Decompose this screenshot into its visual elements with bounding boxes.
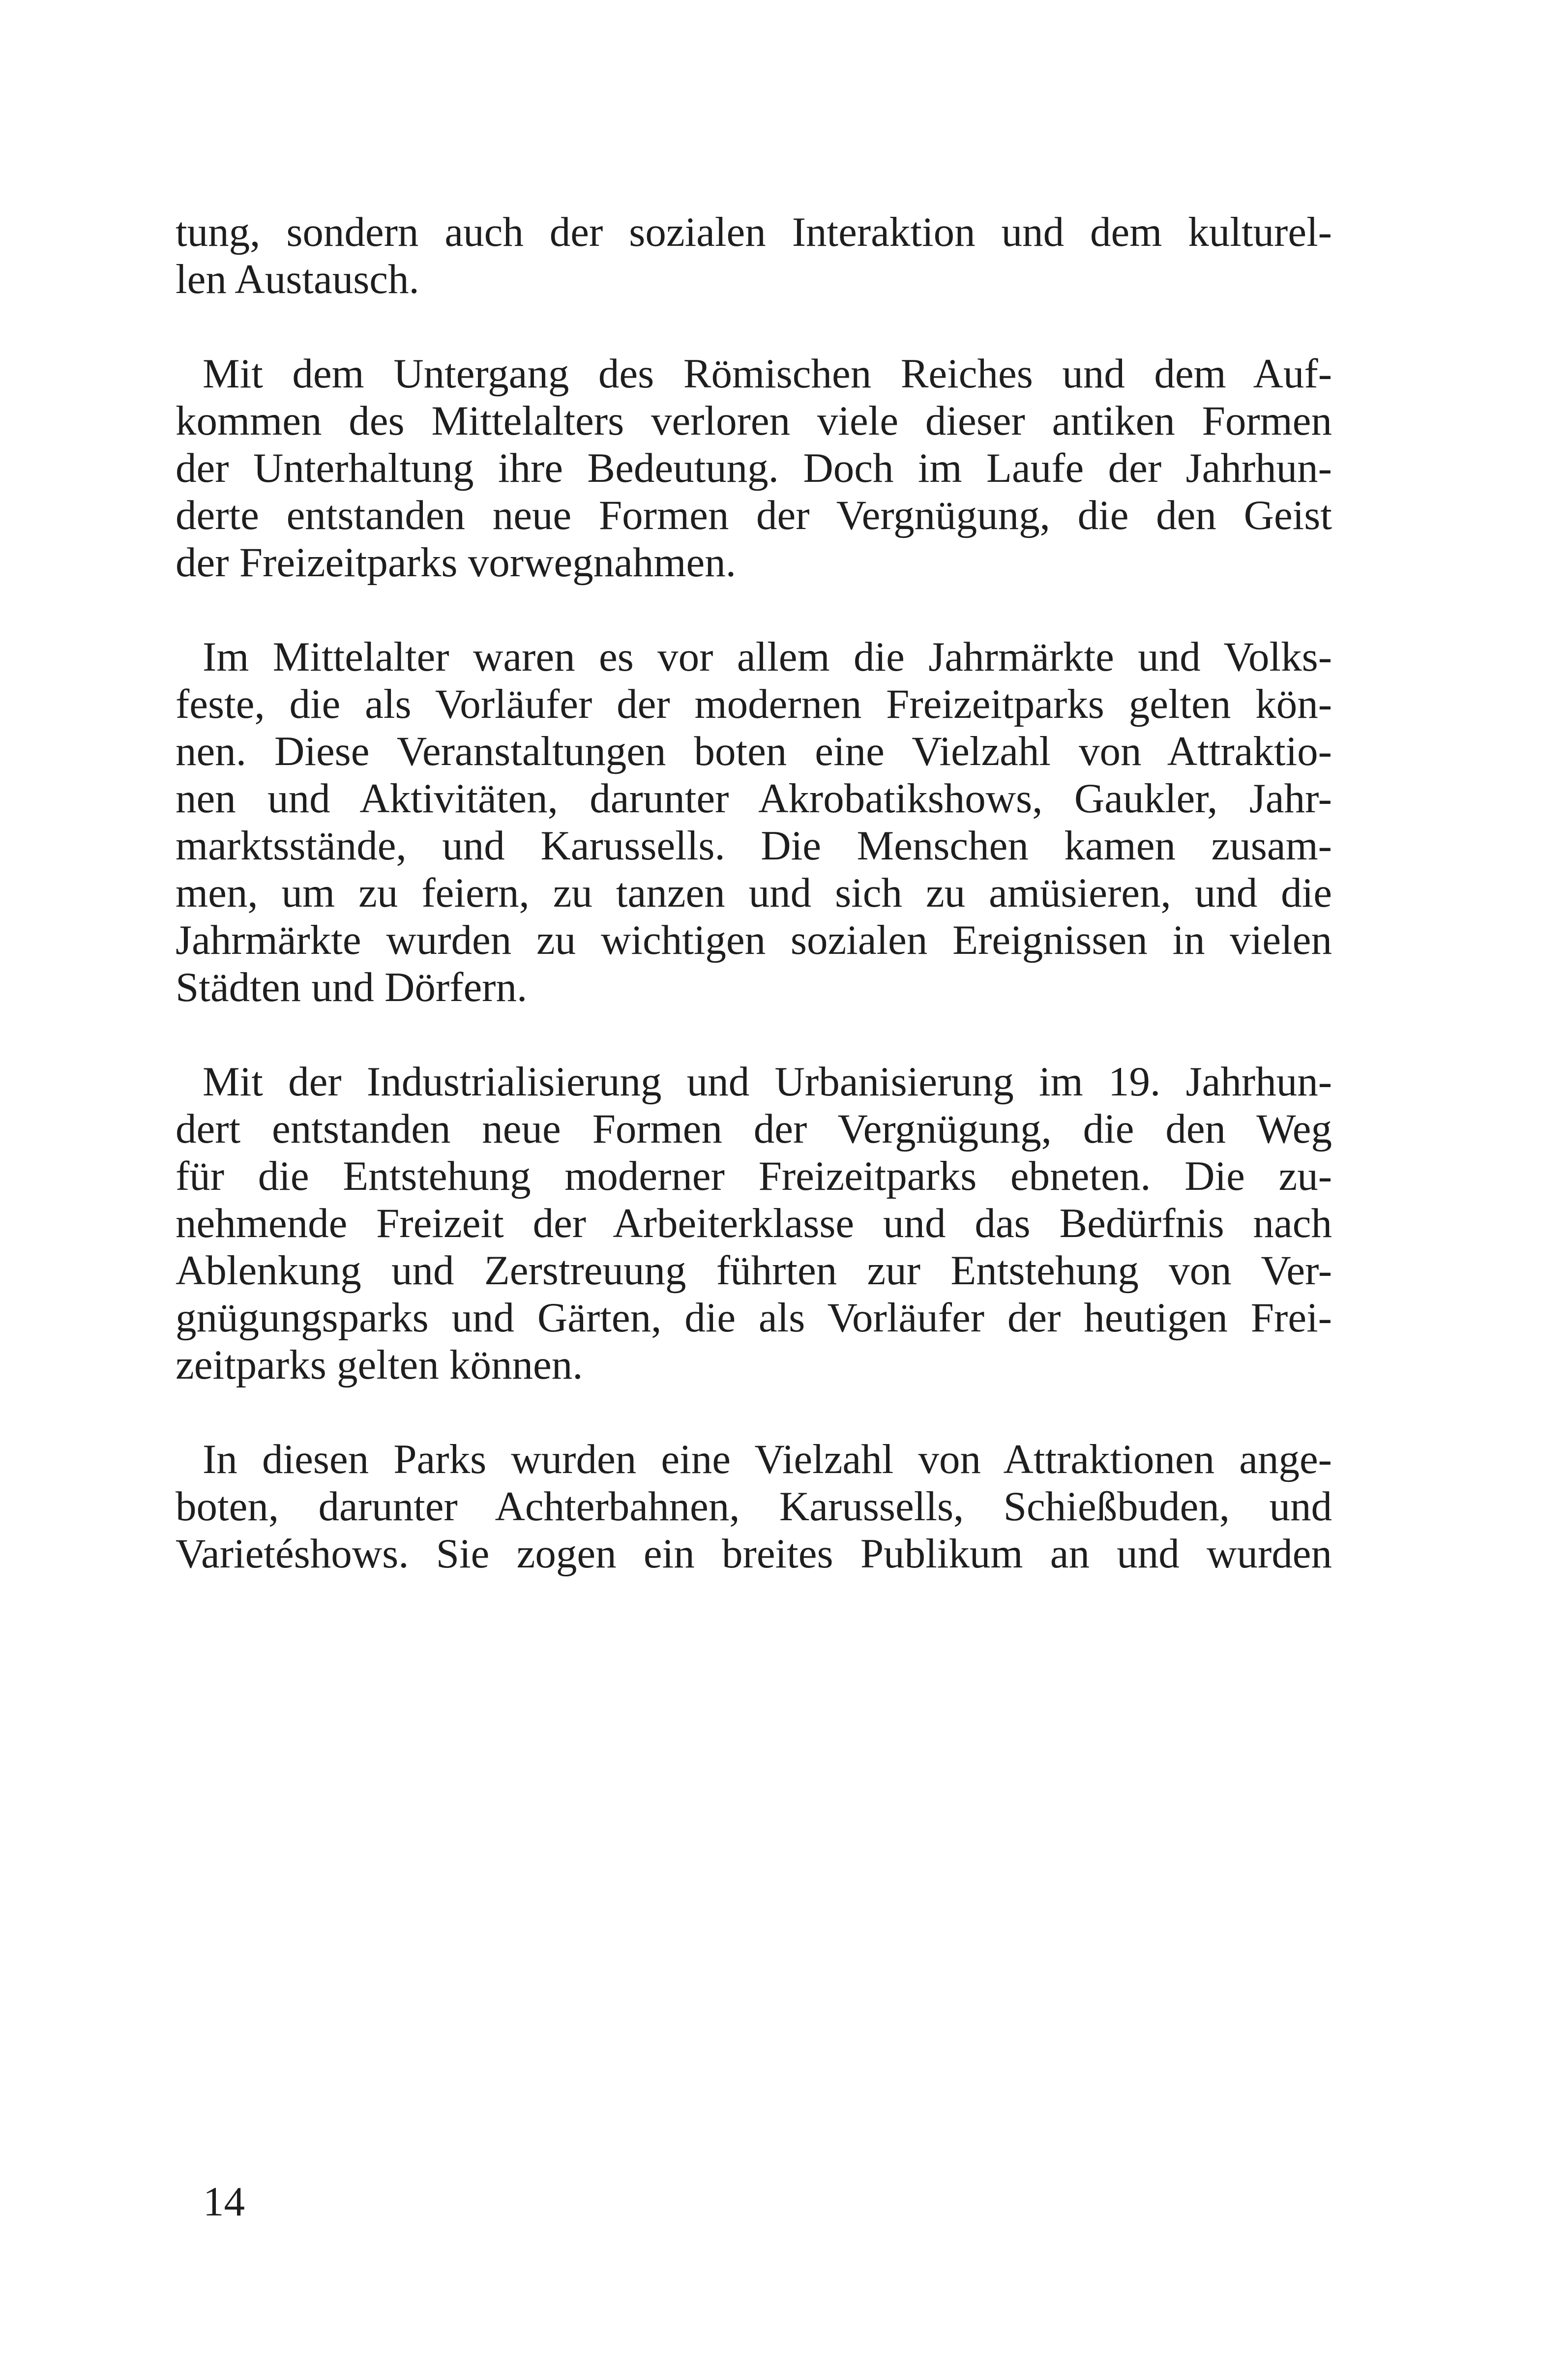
text-line: Ablenkung und Zerstreuung führten zur Entstehung von Ver- xyxy=(176,1247,1332,1294)
text-line: Mit der Industrialisierung und Urbanisierung im 19. Jahrhun- xyxy=(203,1059,1332,1105)
body-text xyxy=(176,208,1332,1624)
paragraph-5 xyxy=(176,1436,1332,1577)
text-line: Städten und Dörfern. xyxy=(176,964,528,1010)
text-line: dert entstanden neue Formen der Vergnügung, die den Weg xyxy=(176,1106,1332,1152)
text-line: nen und Aktivitäten, darunter Akrobatikshows, Gaukler, Jahr- xyxy=(176,775,1332,822)
text-line: Jahrmärkte wurden zu wichtigen sozialen Ereignissen in vielen xyxy=(176,917,1332,963)
text-line: Mit dem Untergang des Römischen Reiches und dem Auf- xyxy=(203,351,1332,397)
text-line: für die Entstehung moderner Freizeitparks ebneten. Die zu- xyxy=(176,1153,1332,1199)
paragraph-4 xyxy=(176,1058,1332,1388)
text-line: derte entstanden neue Formen der Vergnügung, die den Geist xyxy=(176,492,1332,538)
paragraph-1 xyxy=(176,208,1332,303)
text-line: der Unterhaltung ihre Bedeutung. Doch im Laufe der Jahrhun- xyxy=(176,445,1332,491)
text-line: Im Mittelalter waren es vor allem die Jahrmärkte und Volks- xyxy=(203,634,1332,680)
text-line: marktsstände, und Karussells. Die Menschen kamen zusam- xyxy=(176,823,1332,869)
text-line: der Freizeitparks vorwegnahmen. xyxy=(176,539,736,586)
text-line: gnügungsparks und Gärten, die als Vorläufer der heutigen Frei- xyxy=(176,1295,1332,1341)
text-line: feste, die als Vorläufer der modernen Freizeitparks gelten kön- xyxy=(176,681,1332,727)
text-line: len Austausch. xyxy=(176,256,419,302)
text-line: Varietéshows. Sie zogen ein breites Publikum an und wurden xyxy=(176,1531,1332,1577)
text-line: zeitparks gelten können. xyxy=(176,1342,583,1388)
text-line: boten, darunter Achterbahnen, Karussells, Schießbuden, und xyxy=(176,1483,1332,1530)
text-line: nen. Diese Veranstaltungen boten eine Vielzahl von Attraktio- xyxy=(176,728,1332,774)
text-line: men, um zu feiern, zu tanzen und sich zu amüsieren, und die xyxy=(176,870,1332,916)
text-line: kommen des Mittelalters verloren viele dieser antiken Formen xyxy=(176,398,1332,444)
text-line: In diesen Parks wurden eine Vielzahl von Attraktionen ange- xyxy=(203,1436,1332,1482)
paragraph-3 xyxy=(176,633,1332,1011)
page-number: 14 xyxy=(203,2179,245,2225)
paragraph-2 xyxy=(176,350,1332,586)
text-line: nehmende Freizeit der Arbeiterklasse und das Bedürfnis nach xyxy=(176,1200,1332,1246)
text-line: tung, sondern auch der sozialen Interaktion und dem kulturel- xyxy=(176,209,1332,255)
